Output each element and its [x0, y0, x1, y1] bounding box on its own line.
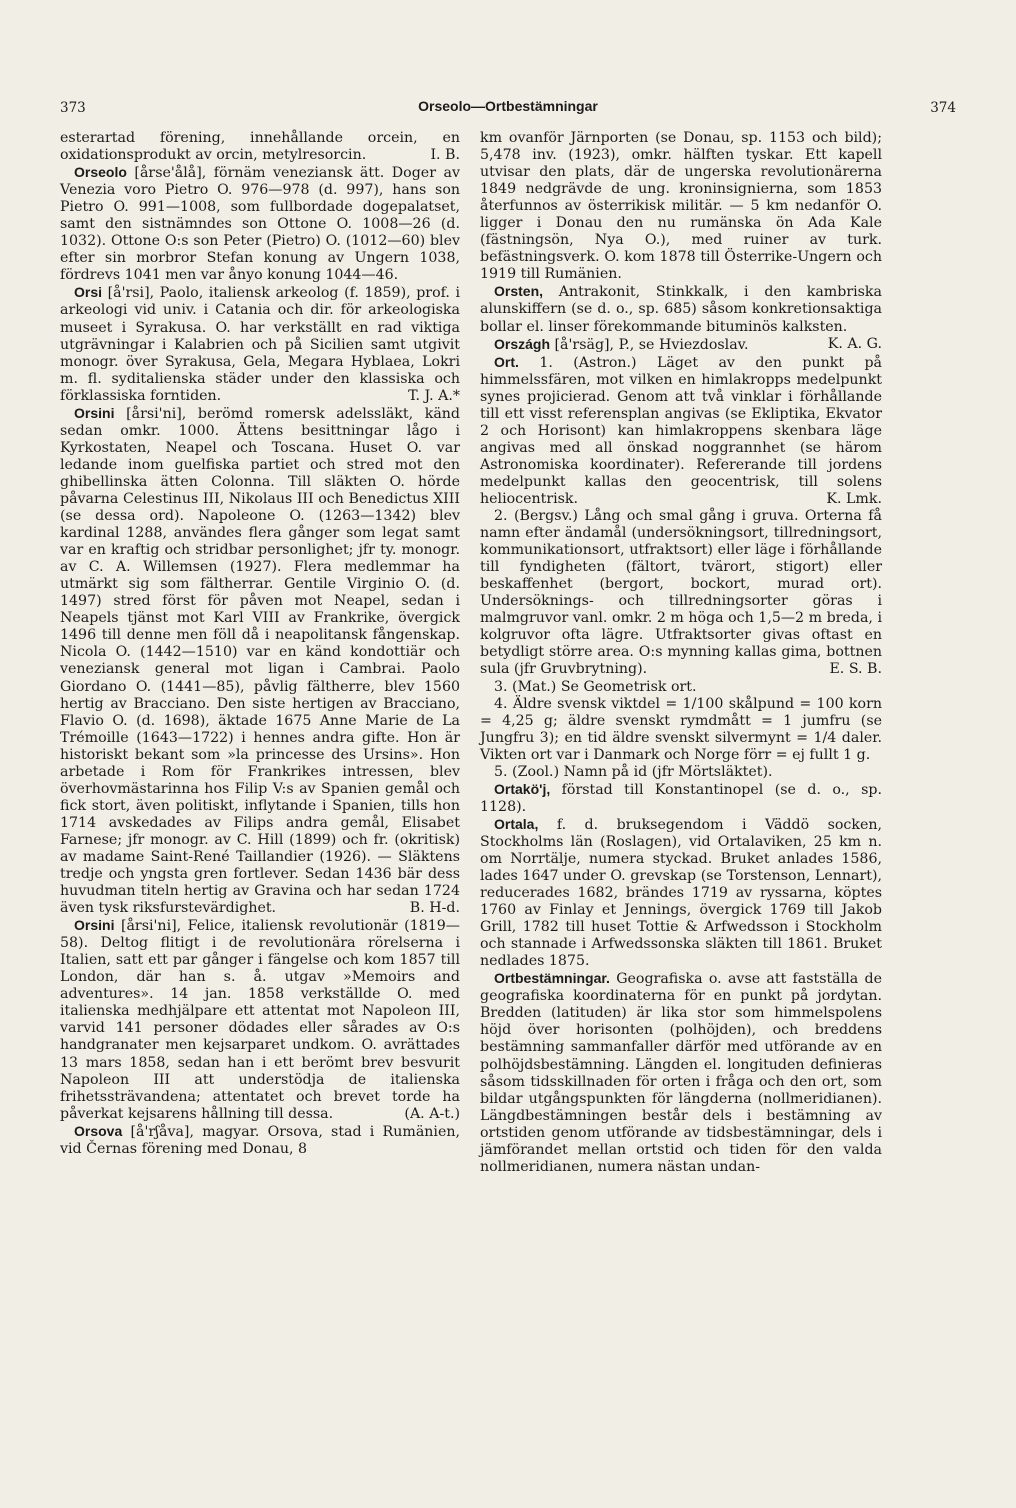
entry-text: [årse'ålå], förnäm veneziansk ätt. Doger av Venezia voro Pietro O. 976—978 (d. 997), hans son Pietro O. 991—1008, som fullbordade dogepalatset, samt den sistnämndes son Ottone O. 1008—26 (d. 1032). Ottone O:s son Peter (Pietro) O. (1012—60) blev efter sin morbror Stefan konung av Ungern 1038, fördrevs 1041 men var ånyo konung 1044—46. — [60, 165, 460, 284]
entry-text: km ovanför Järnporten (se Donau, sp. 1153 och bild); 5,478 inv. (1923), omkr. hälften tyskar. Ett kapell utvisar den plats, där de ungerska revolutionärerna 1849 nedgrävde de ung. kroninsignierna, som 1853 återfunnos av österrikisk militär. — 5 km nedanför O. ligger i Donau den nu rumänska ön Ada Kale (fästningsön, Nya O.), med ruiner av turk. befästningsverk. O. kom 1878 till Österrike-Ungern och 1919 till Rumänien. — [480, 130, 882, 283]
entry-orsini-family — [60, 405, 460, 917]
entry-ort-5 — [480, 764, 882, 781]
headword: Orsten, — [494, 283, 544, 300]
signature: T. J. A.* — [408, 387, 460, 404]
entry-text: [å'rsäg], P., se Hviezdoslav. — [550, 336, 749, 353]
entry-text: [årsi'ni], Felice, italiensk revolutionär (1819—58). Deltog flitigt i de revolutionära rörelserna i Italien, satt ett par gånger i fängelse och kom 1857 till London, där han s. å. utgav »Memoirs and adventures». 14 jan. 1858 verkställde O. med italienska medhjälpare ett attentat mot Napoleon III, varvid 141 personer dödades eller sårades av O:s handgranater men kejsarparet undkom. O. avrättades 13 mars 1858, sedan han i ett berömt brev besvurit Napoleon III att understödja de italienska frihetssträvandena; attentatet och brevet torde ha påverkat kejsarens hållning till dessa. — [60, 918, 460, 1122]
entry-text: f. d. bruksegendom i Väddö socken, Stockholms län (Roslagen), vid Ortalaviken, 25 km n. om Norrtälje, numera styckad. Bruket anlades 1586, lades 1647 under O. grevskap (se Torstenson, Lennart), reducerades 1682, brändes 1719 av ryssarna, köptes 1760 av Finlay et Jennings, övergick 1769 till Jakob Grill, 1782 till huset Tottie & Arfwedsson i Stockholm och stannade i Arfwedssonska släkten till 1861. Bruket nedlades 1875. — [480, 816, 882, 970]
headword: Országh — [494, 335, 551, 352]
headword: Orsova — [74, 1122, 123, 1139]
entry-orseolo — [60, 164, 460, 284]
headword: Ortbestämningar. — [494, 970, 610, 987]
entry-text: 2. (Bergsv.) Lång och smal gång i gruva. Orterna få namn efter ändamål (undersökningsort, tillredningsort, kommunikationsort, utfraktsort) eller läge i förhållande till fyndigheten (fältort, tvärort, stigort) eller beskaffenhet (bergort, bockort, murad ort). Undersöknings- och tillredningsorter göras i malmgruvor vanl. omkr. 2 m höga och 1,5—2 m breda, i kolgruvor ofta lägre. Utfraktsorter givas oftast en betydligt större area. O:s mynning kallas gima, bottnen sula (jfr Gruvbrytning). — [480, 508, 882, 678]
signature: K. Lmk. — [826, 490, 882, 507]
entry-text: 4. Äldre svensk viktdel = 1/100 skålpund = 100 korn = 4,25 g; äldre svenskt rymdmått = 1 jumfru (se Jungfru 3); en tid äldre svenskt silvermynt = 1/4 daler. Vikten ort var i Danmark och Norge förr = ej fullt 1 g. — [480, 695, 882, 763]
entry-ort-4 — [480, 696, 882, 764]
entry-orsova — [60, 1123, 460, 1158]
signature: I. B. — [430, 147, 460, 164]
page-header — [60, 98, 956, 120]
entry-ortbestamningar — [480, 970, 882, 1176]
headword: Orsini — [74, 917, 115, 934]
signature: B. H-d. — [409, 900, 460, 917]
entry-continuation — [60, 130, 460, 164]
signature: K. A. G. — [827, 335, 882, 352]
entry-ort-2 — [480, 508, 882, 678]
page-number-right: 374 — [930, 100, 956, 116]
headword: Orsi — [74, 284, 103, 301]
entry-text: esterartad förening, innehållande orcein, en oxidationsprodukt av orcin, metylresorcin. — [60, 130, 460, 164]
headword: Ortakö'j, — [494, 780, 551, 797]
headword: Orsini — [74, 404, 115, 421]
headword: Ort. — [494, 353, 519, 370]
entry-text: 3. (Mat.) Se Geometrisk ort. — [494, 678, 697, 695]
entry-orsini-felice — [60, 917, 460, 1123]
entry-ort — [480, 354, 882, 508]
entry-text: 5. (Zool.) Namn på id (jfr Mörtsläktet). — [494, 763, 773, 780]
signature: E. S. B. — [829, 661, 882, 678]
running-title: Orseolo—Ortbestämningar — [418, 98, 598, 114]
column-right — [480, 130, 882, 1176]
entry-ort-3 — [480, 679, 882, 696]
column-left — [60, 130, 460, 1158]
entry-text: Antrakonit, Stinkkalk, i den kambriska alunskiffern (se d. o., sp. 685) såsom konkretionsaktiga bollar el. linser förekommande bituminös kalksten. — [480, 284, 882, 335]
entry-continuation — [480, 130, 882, 283]
entry-text: [å'rsi], Paolo, italiensk arkeolog (f. 1859), prof. i arkeologi vid univ. i Catania och dir. för arkeologiska museet i Syrakusa. O. har verkställt en rad viktiga utgrävningar i Kalabrien och på Sicilien samt utgivit monogr. över Syrakusa, Gela, Megara Hyblaea, Lokri m. fl. syditalienska städer under den klassiska och förklassiska forntiden. — [60, 285, 460, 404]
headword: Ortala, — [494, 815, 539, 832]
entry-text: [å'rʃåva], magyar. Orsova, stad i Rumänien, vid Černas förening med Donau, 8 — [60, 1123, 460, 1157]
entry-text: 1. (Astron.) Läget av den punkt på himmelssfären, mot vilken en himlakropps medelpunkt synes projicierad. Genom att två vinklar i förhållande till ett visst referensplan angivas (se Ekliptika, Ekvator 2 och Horisont) kan himlakroppens skenbara läge angivas med all önskad noggrannhet (se härom Astronomiska koordinater). Refererande till jordens medelpunkt kallas den geocentrisk, till solens heliocentrisk. — [480, 354, 882, 507]
signature: (A. A-t.) — [404, 1105, 460, 1122]
entry-orsi — [60, 284, 460, 404]
headword: Orseolo — [74, 164, 127, 181]
entry-text: Geografiska o. avse att fastställa de geografiska koordinaterna för en punkt på jordytan. Bredden (latituden) är lika stor som himmelspolens höjd över horisonten (polhöjden), och breddens bestämning sammanfaller därför med utförande av en polhöjdsbestämning. Längden el. longituden definieras såsom tidsskillnaden för orten i fråga och den ort, som bildar utgångspunkten för längderna (nollmeridianen). Längdbestämningen består dels i bestämning av ortstiden genom utförande av tidsbestämningar, dels i jämförandet mellan ortstid och tiden för den valda nollmeridianen, numera nästan undan- — [480, 971, 882, 1175]
entry-ortakoj — [480, 781, 882, 816]
page-number-left: 373 — [60, 100, 86, 116]
entry-text: förstad till Konstantinopel (se d. o., sp. 1128). — [480, 781, 882, 815]
entry-ortala — [480, 816, 882, 970]
entry-text: [årsi'ni], berömd romersk adelssläkt, känd sedan omkr. 1000. Ättens besittningar lågo i Kyrkostaten, Neapel och Toscana. Huset O. var ledande inom guelfiska partiet och stred mot den ghibellinska ätten Colonna. Till släkten O. hörde påvarna Celestinus III, Nikolaus III och Benedictus XIII (se dessa ord). Napoleone O. (1263—1342) blev kardinal 1288, användes flera gånger som legat samt var en kraftig och stridbar personlighet; jfr ty. monogr. av C. A. Willemsen (1927). Flera medlemmar ha utmärkt sig som fältherrar. Gentile Virginio O. (d. 1497) stred först för påven mot Neapel, sedan i Neapels tjänst mot Karl VIII av Frankrike, övergick 1496 till denne men föll då i neapolitansk fångenskap. Nicola O. (1442—1510) var en känd kondottiär och veneziansk general mot ligan i Cambrai. Paolo Giordano O. (1441—85), påvlig fältherre, blev 1560 hertig av Bracciano. Den siste hertigen av Bracciano, Flavio O. (d. 1698), äktade 1675 Anne Marie de La Trémoille (1643—1722) i hennes andra gifte. Hon är historiskt bekant som »la princesse des Ursins». Hon arbetade i Rom för Frankrikes intressen, blev överhovmästarinna hos Filip V:s av Spanien gemål och fick stort, även politiskt, inflytande i Spanien, tills hon 1714 avskedades av Filips andra gemål, Elisabet Farnese; jfr monogr. av C. Hill (1899) och fr. (okritisk) av madame Saint-René Taillandier (1926). — Släktens tredje och yngsta gren fortlever. Sedan 1436 bär dess huvudman titeln hertig av Gravina och har sedan 1724 även tysk riksfurstevärdighet. — [60, 405, 460, 917]
